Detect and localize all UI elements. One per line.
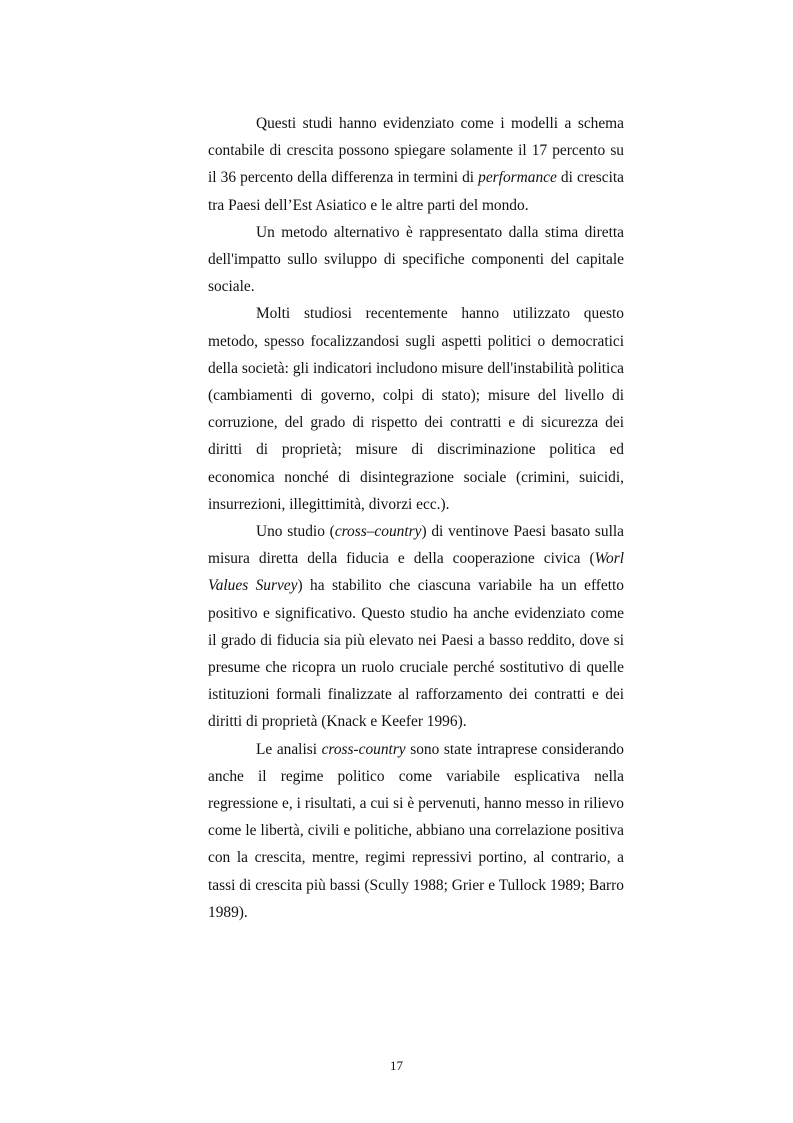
paragraph-text: Questi studi hanno evidenziato come i modelli a schema contabile di crescita possono spiegare solamente il 17 percento su il 36 percento della differenza in termini di [208, 115, 624, 187]
paragraph [208, 110, 624, 219]
italic-term: cross-country [321, 740, 406, 758]
italic-term: performance [478, 169, 557, 187]
paragraph-text: Un metodo alternativo è rappresentato dalla stima diretta dell'impatto sullo sviluppo di specifiche componenti del capitale sociale. [208, 223, 624, 296]
paragraph [208, 219, 624, 301]
paragraph-text: Uno studio ( [256, 523, 335, 541]
paragraph-text: ) ha stabilito che ciascuna variabile ha un effetto positivo e significativo. Questo studio ha anche evidenziato come il grado di fiducia sia più elevato nei Paesi a basso reddito, dove si presume che ricopra un ruolo cruciale perché sostitutivo di quelle istituzioni formali finalizzate al rafforzamento dei contratti e dei diritti di proprietà (Knack e Keefer 1996). [208, 577, 624, 731]
paragraph-text: sono state intraprese considerando anche il regime politico come variabile esplicativa nella regressione e, i risultati, a cui si è pervenuti, hanno messo in rilievo come le libertà, civili e politiche, abbiano una correlazione positiva con la crescita, mentre, regimi repressivi portino, al contrario, a tassi di crescita più bassi (Scully 1988; Grier e Tullock 1989; Barro 1989). [208, 740, 624, 921]
paragraph-text: Le analisi [256, 740, 322, 758]
body-text [208, 110, 624, 926]
paragraph-text: Molti studiosi recentemente hanno utilizzato questo metodo, spesso focalizzandosi sugli aspetti politici o democratici della società: gli indicatori includono misure dell'instabilità politica (cambiamenti di governo, colpi di stato); misure del livello di corruzione, del grado di rispetto dei contratti e di sicurezza dei diritti di proprietà; misure di discriminazione politica ed economica nonché di disintegrazione sociale (crimini, suicidi, insurrezioni, illegittimità, divorzi ecc.). [208, 305, 624, 513]
paragraph [208, 300, 624, 518]
paragraph-text: ) di ventinove Paesi basato sulla misura diretta della fiducia e della cooperazione civica ( [208, 523, 624, 568]
page-number: 17 [390, 1058, 403, 1073]
paragraph-text: di crescita tra Paesi dell’Est Asiatico e le altre parti del mondo. [208, 169, 624, 214]
paragraph [208, 518, 624, 736]
italic-term: Worl Values Survey [208, 550, 624, 595]
italic-term: cross–country [334, 523, 422, 541]
paragraph [208, 736, 624, 926]
